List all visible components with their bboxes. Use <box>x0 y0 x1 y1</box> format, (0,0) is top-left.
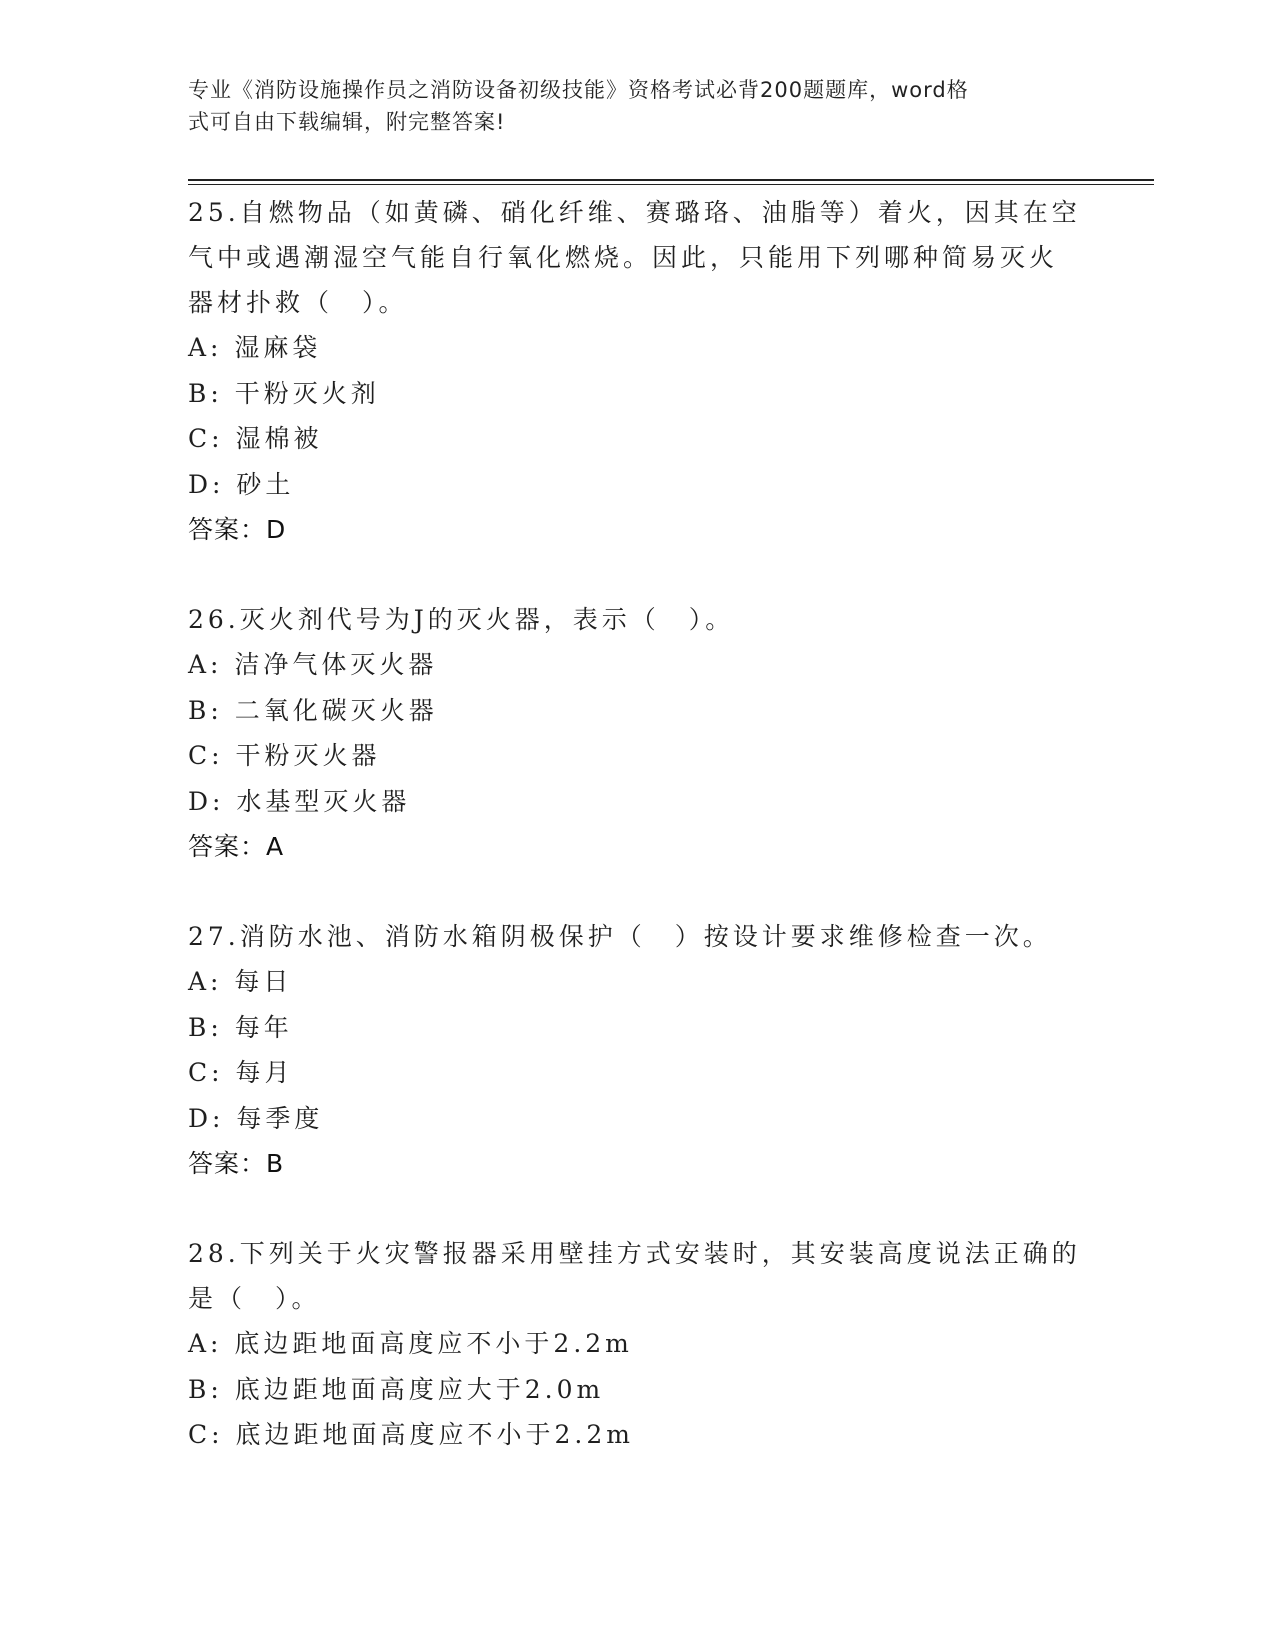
answer-line: 答案：B <box>188 1149 285 1178</box>
question-list <box>188 190 1088 1502</box>
option-b: B: 底边距地面高度应大于2.0m <box>188 1374 605 1404</box>
question-25 <box>188 190 1088 553</box>
option-b: B: 二氧化碳灭火器 <box>188 695 438 725</box>
stem-line: 26.灭火剂代号为J的灭火器，表示（ ）。 <box>188 605 735 634</box>
option-c: C: 底边距地面高度应不小于2.2m <box>188 1420 634 1449</box>
question-28 <box>188 1231 1088 1458</box>
question-stem <box>188 597 1088 642</box>
header-line-2: 式可自由下载编辑，附完整答案! <box>188 110 506 134</box>
stem-line: 27.消防水池、消防水箱阴极保护（ ）按设计要求维修检查一次。 <box>188 922 1052 951</box>
stem-line: 28.下列关于火灾警报器采用壁挂方式安装时，其安装高度说法正确的 <box>188 1239 1081 1268</box>
stem-line: 是（ ）。 <box>188 1284 321 1313</box>
option-d: D: 水基型灭火器 <box>188 786 411 816</box>
header-line-1: 专业《消防设施操作员之消防设备初级技能》资格考试必背200题题库，word格 <box>188 78 969 102</box>
option-d: D: 每季度 <box>188 1103 324 1133</box>
option-a: A: 湿麻袋 <box>188 333 322 362</box>
option-a: A: 每日 <box>188 967 293 996</box>
stem-line: 气中或遇潮湿空气能自行氧化燃烧。因此，只能用下列哪种简易灭火 <box>188 243 1059 272</box>
option-b: B: 每年 <box>188 1012 293 1042</box>
question-stem <box>188 1231 1088 1321</box>
option-a: A: 洁净气体灭火器 <box>188 650 438 679</box>
answer-line: 答案：D <box>188 515 287 544</box>
header-divider-thick <box>188 179 1154 181</box>
stem-line: 25.自燃物品（如黄磷、硝化纤维、赛璐珞、油脂等）着火，因其在空 <box>188 198 1081 227</box>
option-d: D: 砂土 <box>188 469 295 499</box>
option-c: C: 湿棉被 <box>188 424 323 453</box>
answer-line: 答案：A <box>188 832 285 861</box>
question-stem <box>188 190 1088 325</box>
question-stem <box>188 914 1088 959</box>
option-c: C: 每月 <box>188 1058 294 1087</box>
option-a: A: 底边距地面高度应不小于2.2m <box>188 1329 633 1358</box>
option-b: B: 干粉灭火剂 <box>188 378 380 408</box>
document-header <box>188 74 1078 138</box>
option-c: C: 干粉灭火器 <box>188 741 381 770</box>
header-divider-thin <box>188 184 1154 185</box>
question-27 <box>188 914 1088 1187</box>
stem-line: 器材扑救（ ）。 <box>188 288 408 317</box>
question-26 <box>188 597 1088 870</box>
